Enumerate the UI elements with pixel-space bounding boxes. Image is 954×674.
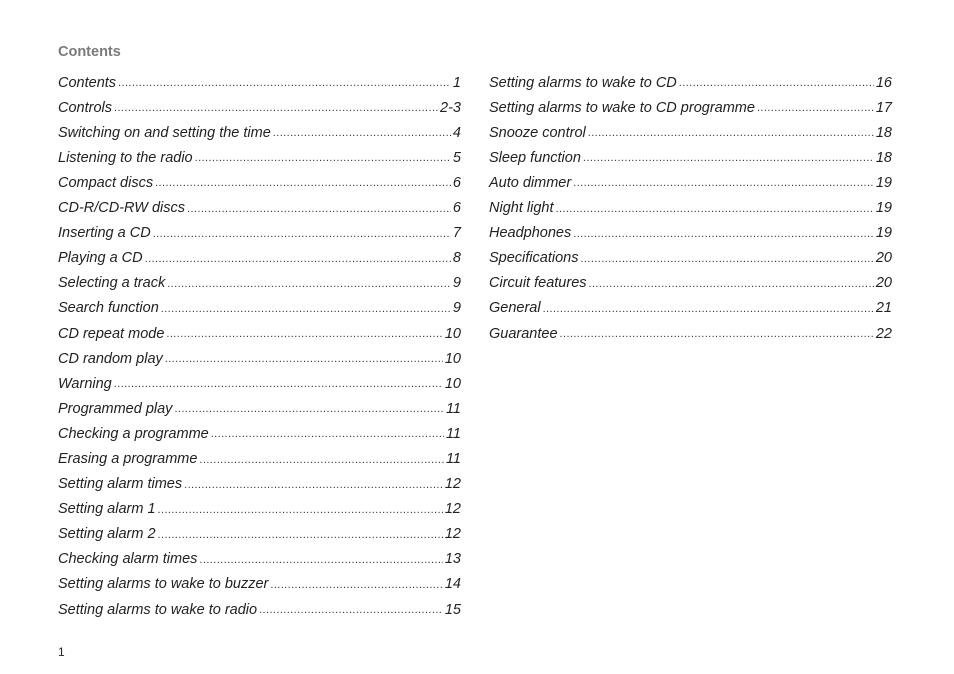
toc-entry-page: 1: [452, 74, 461, 91]
toc-entry[interactable]: [489, 117, 892, 142]
toc-entry-page: 5: [452, 149, 461, 166]
toc-entry[interactable]: [58, 569, 461, 594]
dot-leader: [543, 302, 874, 316]
toc-entry[interactable]: [489, 167, 892, 192]
toc-entry-title: Setting alarm 1: [58, 501, 156, 518]
toc-entry-title: CD repeat mode: [58, 325, 165, 342]
toc-left-column: [58, 67, 461, 619]
toc-entry[interactable]: [58, 142, 461, 167]
dot-leader: [273, 126, 451, 140]
toc-entry-title: Checking alarm times: [58, 551, 198, 568]
toc-entry[interactable]: [58, 218, 461, 243]
toc-entry-title: Snooze control: [489, 124, 586, 141]
toc-entry[interactable]: [489, 142, 892, 167]
dot-leader: [573, 176, 874, 190]
dot-leader: [153, 227, 451, 241]
toc-entry[interactable]: [489, 243, 892, 268]
toc-entry[interactable]: [58, 92, 461, 117]
toc-entry-title: Guarantee: [489, 325, 558, 342]
toc-entry[interactable]: [489, 218, 892, 243]
toc-entry-page: 10: [444, 375, 461, 392]
toc-entry-page: 10: [444, 325, 461, 342]
dot-leader: [757, 101, 874, 115]
dot-leader: [583, 151, 874, 165]
dot-leader: [161, 302, 451, 316]
toc-entry-page: 11: [445, 400, 461, 417]
dot-leader: [555, 202, 873, 216]
toc-entry[interactable]: [489, 293, 892, 318]
toc-entry[interactable]: [489, 192, 892, 217]
toc-entry-title: Checking a programme: [58, 425, 209, 442]
toc-entry[interactable]: [58, 67, 461, 92]
dot-leader: [679, 76, 874, 90]
toc-entry-title: CD random play: [58, 350, 163, 367]
toc-entry-page: 11: [445, 451, 461, 467]
dot-leader: [195, 151, 451, 165]
toc-entry-page: 12: [444, 526, 461, 543]
dot-leader: [166, 327, 442, 341]
toc-entry-title: Contents: [58, 74, 117, 91]
toc-entry[interactable]: [489, 268, 892, 293]
toc-entry[interactable]: [58, 443, 461, 468]
dot-leader: [158, 503, 443, 517]
toc-entry-page: 19: [875, 174, 892, 191]
toc-entry-title: Night light: [489, 200, 554, 217]
toc-right-column: [489, 67, 892, 343]
toc-entry[interactable]: [58, 368, 461, 393]
dot-leader: [155, 176, 451, 190]
toc-entry-title: Controls: [58, 99, 112, 116]
toc-entry-page: 17: [875, 99, 892, 116]
toc-entry[interactable]: [489, 318, 892, 343]
toc-entry-page: 12: [444, 476, 461, 493]
toc-entry-title: Setting alarms to wake to CD programme: [489, 99, 755, 116]
toc-entry-title: Auto dimmer: [489, 174, 572, 191]
toc-entry-title: Search function: [58, 300, 159, 317]
dot-leader: [187, 202, 451, 216]
footer-page-number: 1: [58, 645, 65, 659]
dot-leader: [589, 277, 874, 291]
toc-entry-page: 8: [452, 250, 461, 267]
toc-entry-page: 9: [452, 275, 461, 292]
toc-entry-page: 20: [875, 275, 892, 292]
toc-entry-title: Inserting a CD: [58, 225, 151, 242]
dot-leader: [560, 327, 874, 341]
dot-leader: [199, 453, 444, 467]
toc-entry-title: CD-R/CD-RW discs: [58, 200, 186, 217]
toc-entry[interactable]: [58, 243, 461, 268]
toc-entry-title: Setting alarm times: [58, 476, 183, 493]
toc-entry-title: Setting alarms to wake to buzzer: [58, 576, 269, 593]
toc-entry-title: Setting alarms to wake to radio: [58, 601, 258, 618]
toc-entry-title: Compact discs: [58, 174, 154, 191]
toc-entry[interactable]: [58, 418, 461, 443]
dot-leader: [114, 101, 438, 115]
toc-entry-page: 20: [875, 250, 892, 267]
toc-entry-title: Programmed play: [58, 400, 173, 417]
toc-entry[interactable]: [489, 67, 892, 92]
toc-entry[interactable]: [489, 92, 892, 117]
toc-entry-page: 2-3: [440, 99, 461, 116]
toc-entry-title: Warning: [58, 375, 112, 392]
dot-leader: [118, 76, 451, 90]
toc-entry[interactable]: [58, 167, 461, 192]
dot-leader: [199, 553, 442, 567]
toc-entry-title: Switching on and setting the time: [58, 124, 271, 141]
toc-entry-page: 12: [444, 501, 461, 518]
toc-entry-page: 6: [452, 174, 461, 191]
toc-entry-page: 21: [875, 300, 892, 317]
toc-entry-page: 14: [444, 576, 461, 593]
toc-entry-page: 19: [875, 225, 892, 242]
dot-leader: [588, 126, 874, 140]
toc-entry-title: Erasing a programme: [58, 451, 198, 467]
toc-entry[interactable]: [58, 318, 461, 343]
toc-entry-page: 22: [875, 325, 892, 342]
dot-leader: [184, 478, 443, 492]
toc-entry-page: 9: [452, 300, 461, 317]
toc-entry-page: 18: [875, 149, 892, 166]
toc-entry-title: Listening to the radio: [58, 149, 193, 166]
dot-leader: [174, 402, 444, 416]
dot-leader: [158, 528, 443, 542]
dot-leader: [270, 578, 443, 592]
toc-entry-page: 18: [875, 124, 892, 141]
toc-entry-title: Specifications: [489, 250, 579, 267]
dot-leader: [259, 603, 443, 617]
toc-entry-page: 7: [452, 225, 461, 242]
toc-entry[interactable]: [58, 594, 461, 619]
dot-leader: [167, 277, 451, 291]
toc-entry-page: 6: [452, 200, 461, 217]
toc-entry-title: Sleep function: [489, 149, 581, 166]
dot-leader: [165, 352, 443, 366]
toc-entry[interactable]: [58, 544, 461, 569]
toc-entry-page: 10: [444, 350, 461, 367]
toc-entry-title: Setting alarms to wake to CD: [489, 74, 677, 91]
toc-entry[interactable]: [58, 469, 461, 494]
toc-entry-title: Selecting a track: [58, 275, 166, 292]
contents-heading: Contents: [58, 44, 121, 60]
toc-entry[interactable]: [58, 494, 461, 519]
toc-entry-title: Headphones: [489, 225, 572, 242]
dot-leader: [573, 227, 874, 241]
toc-entry-page: 19: [875, 200, 892, 217]
toc-entry[interactable]: [58, 268, 461, 293]
toc-entry-title: Setting alarm 2: [58, 526, 156, 543]
toc-entry-title: Circuit features: [489, 275, 587, 292]
toc-entry-page: 11: [445, 425, 461, 442]
toc-entry-page: 15: [444, 601, 461, 618]
toc-entry-title: Playing a CD: [58, 250, 143, 267]
toc-entry-page: 16: [875, 74, 892, 91]
toc-entry-page: 13: [444, 551, 461, 568]
toc-entry[interactable]: [58, 519, 461, 544]
toc-entry[interactable]: [58, 293, 461, 318]
toc-entry[interactable]: [58, 192, 461, 217]
toc-entry[interactable]: [58, 117, 461, 142]
toc-entry-title: General: [489, 300, 541, 317]
dot-leader: [211, 427, 444, 441]
toc-entry[interactable]: [58, 393, 461, 418]
dot-leader: [145, 252, 451, 266]
toc-entry[interactable]: [58, 343, 461, 368]
dot-leader: [580, 252, 873, 266]
dot-leader: [114, 377, 443, 391]
toc-entry-page: 4: [452, 124, 461, 141]
